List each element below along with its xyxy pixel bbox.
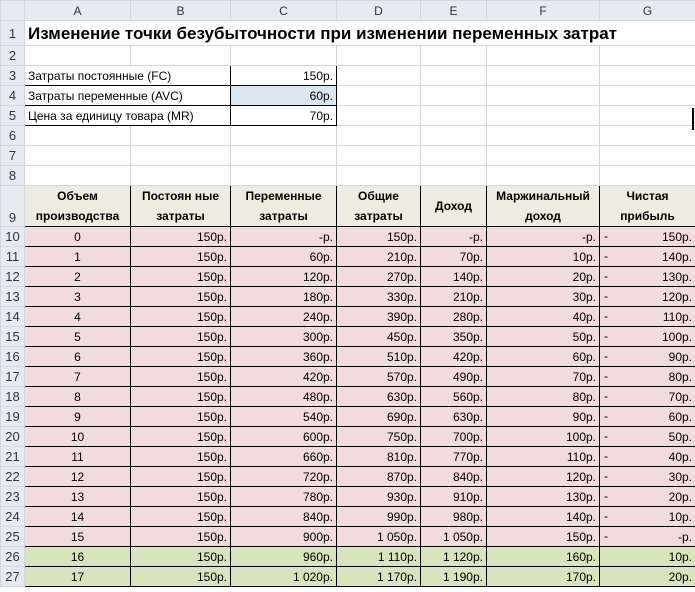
net-profit-cell[interactable] — [600, 267, 695, 287]
cell[interactable] — [487, 166, 600, 186]
cell[interactable] — [421, 86, 487, 106]
fixed-costs-cell[interactable]: 150р. — [131, 227, 231, 247]
unit-price-value[interactable]: 70р. — [231, 106, 337, 126]
header-revenue[interactable]: Доход — [421, 186, 487, 227]
sheet-row-6 — [1, 126, 695, 146]
fixed-costs-cell[interactable]: 150р. — [131, 507, 231, 527]
column-header-f[interactable]: F — [487, 1, 600, 21]
net-profit-cell[interactable] — [600, 307, 695, 327]
row-header[interactable]: 25 — [1, 527, 25, 547]
revenue-cell[interactable]: 770р. — [421, 447, 487, 467]
fixed-costs-cell[interactable]: 150р. — [131, 427, 231, 447]
variable-costs-cell[interactable]: 540р. — [231, 407, 337, 427]
header-fixed-costs[interactable]: Постоян ные затраты — [131, 186, 231, 227]
net-profit-value: 150р. — [661, 229, 692, 244]
variable-costs-cell[interactable]: -р. — [231, 227, 337, 247]
row-header[interactable]: 15 — [1, 327, 25, 347]
fixed-costs-value[interactable]: 150р. — [231, 66, 337, 86]
negative-sign: - — [604, 509, 608, 523]
variable-costs-cell[interactable]: 900р. — [231, 527, 337, 547]
net-profit-value: 30р. — [668, 469, 692, 484]
cell[interactable] — [337, 66, 421, 86]
row-header[interactable]: 24 — [1, 507, 25, 527]
revenue-cell[interactable]: 560р. — [421, 387, 487, 407]
volume-cell[interactable]: 3 — [25, 287, 131, 307]
volume-cell[interactable]: 11 — [25, 447, 131, 467]
net-profit-cell[interactable] — [600, 487, 695, 507]
volume-cell[interactable]: 2 — [25, 267, 131, 287]
cell[interactable] — [337, 86, 421, 106]
net-profit-cell[interactable] — [600, 367, 695, 387]
total-costs-cell[interactable]: 990р. — [337, 507, 421, 527]
total-costs-cell[interactable]: 750р. — [337, 427, 421, 447]
negative-sign: - — [604, 289, 608, 303]
table-row — [1, 347, 695, 367]
column-header-c[interactable]: C — [231, 1, 337, 21]
volume-cell[interactable]: 10 — [25, 427, 131, 447]
cell[interactable] — [25, 46, 131, 66]
marginal-income-cell[interactable]: 130р. — [487, 487, 600, 507]
selection-edge-marker — [692, 108, 694, 130]
table-row — [1, 447, 695, 467]
cell[interactable] — [487, 106, 600, 126]
negative-sign: - — [604, 389, 608, 403]
negative-sign: - — [604, 269, 608, 283]
table-row — [1, 287, 695, 307]
cell[interactable] — [421, 66, 487, 86]
column-header-row — [1, 1, 695, 21]
total-costs-cell[interactable]: 270р. — [337, 267, 421, 287]
fixed-costs-cell[interactable]: 150р. — [131, 527, 231, 547]
cell[interactable] — [487, 126, 600, 146]
fixed-costs-cell[interactable]: 150р. — [131, 307, 231, 327]
total-costs-cell[interactable]: 1 050р. — [337, 527, 421, 547]
net-profit-value: 70р. — [668, 389, 692, 404]
sheet-row-5 — [1, 106, 695, 126]
volume-cell[interactable]: 6 — [25, 347, 131, 367]
table-row — [1, 407, 695, 427]
negative-sign: - — [604, 229, 608, 243]
total-costs-cell[interactable]: 570р. — [337, 367, 421, 387]
cell[interactable] — [487, 66, 600, 86]
net-profit-cell[interactable] — [600, 227, 695, 247]
sheet-row-2 — [1, 46, 695, 66]
table-row — [1, 367, 695, 387]
cell[interactable] — [337, 46, 421, 66]
marginal-income-cell[interactable]: 140р. — [487, 507, 600, 527]
header-volume[interactable]: Объем производства — [25, 186, 131, 227]
column-header-g[interactable]: G — [600, 1, 695, 21]
cell[interactable] — [131, 146, 231, 166]
revenue-cell[interactable]: 350р. — [421, 327, 487, 347]
fixed-costs-cell[interactable]: 150р. — [131, 287, 231, 307]
row-header[interactable]: 9 — [1, 186, 25, 227]
net-profit-cell[interactable] — [600, 507, 695, 527]
total-costs-cell[interactable]: 390р. — [337, 307, 421, 327]
volume-cell[interactable]: 4 — [25, 307, 131, 327]
cell[interactable] — [337, 126, 421, 146]
header-marginal-income[interactable]: Маржинальный доход — [487, 186, 600, 227]
net-profit-value: 80р. — [668, 369, 692, 384]
table-row — [1, 327, 695, 347]
total-costs-cell[interactable]: 150р. — [337, 227, 421, 247]
net-profit-cell[interactable] — [600, 327, 695, 347]
revenue-cell[interactable]: 910р. — [421, 487, 487, 507]
row-header[interactable]: 18 — [1, 387, 25, 407]
volume-cell[interactable]: 16 — [25, 547, 131, 567]
fixed-costs-cell[interactable]: 150р. — [131, 487, 231, 507]
revenue-cell[interactable]: -р. — [421, 227, 487, 247]
variable-costs-cell[interactable]: 300р. — [231, 327, 337, 347]
row-header[interactable]: 23 — [1, 487, 25, 507]
revenue-cell[interactable]: 1 050р. — [421, 527, 487, 547]
fixed-costs-label[interactable]: Затраты постоянные (FC) — [25, 66, 231, 86]
row-header[interactable]: 10 — [1, 227, 25, 247]
net-profit-cell[interactable] — [600, 347, 695, 367]
sheet-row-1 — [1, 21, 695, 46]
cell[interactable] — [131, 46, 231, 66]
net-profit-cell[interactable] — [600, 447, 695, 467]
table-row — [1, 547, 695, 567]
row-header[interactable]: 6 — [1, 126, 25, 146]
fixed-costs-cell[interactable]: 150р. — [131, 407, 231, 427]
table-row — [1, 527, 695, 547]
marginal-income-cell[interactable]: -р. — [487, 227, 600, 247]
table-row — [1, 267, 695, 287]
cell[interactable] — [600, 46, 695, 66]
marginal-income-cell[interactable]: 160р. — [487, 547, 600, 567]
row-header[interactable]: 5 — [1, 106, 25, 126]
row-header[interactable]: 3 — [1, 66, 25, 86]
revenue-cell[interactable]: 1 190р. — [421, 567, 487, 587]
variable-costs-cell[interactable]: 480р. — [231, 387, 337, 407]
row-header[interactable]: 2 — [1, 46, 25, 66]
volume-cell[interactable]: 15 — [25, 527, 131, 547]
fixed-costs-cell[interactable]: 150р. — [131, 467, 231, 487]
table-row — [1, 307, 695, 327]
variable-costs-cell[interactable]: 600р. — [231, 427, 337, 447]
cell[interactable] — [337, 146, 421, 166]
revenue-cell[interactable]: 700р. — [421, 427, 487, 447]
marginal-income-cell[interactable]: 50р. — [487, 327, 600, 347]
marginal-income-cell[interactable]: 80р. — [487, 387, 600, 407]
negative-sign: - — [604, 349, 608, 363]
table-row — [1, 567, 695, 587]
net-profit-cell[interactable] — [600, 547, 695, 567]
negative-sign: - — [604, 409, 608, 423]
cell[interactable] — [25, 166, 131, 186]
marginal-income-cell[interactable]: 120р. — [487, 467, 600, 487]
fixed-costs-cell[interactable]: 150р. — [131, 267, 231, 287]
total-costs-cell[interactable]: 870р. — [337, 467, 421, 487]
variable-costs-cell[interactable]: 1 020р. — [231, 567, 337, 587]
header-variable-costs[interactable]: Переменные затраты — [231, 186, 337, 227]
negative-sign: - — [604, 369, 608, 383]
total-costs-cell[interactable]: 930р. — [337, 487, 421, 507]
sheet-row-4 — [1, 86, 695, 106]
volume-cell[interactable]: 7 — [25, 367, 131, 387]
total-costs-cell[interactable]: 210р. — [337, 247, 421, 267]
revenue-cell[interactable]: 980р. — [421, 507, 487, 527]
fixed-costs-cell[interactable]: 150р. — [131, 247, 231, 267]
marginal-income-cell[interactable]: 170р. — [487, 567, 600, 587]
row-header[interactable]: 14 — [1, 307, 25, 327]
table-row — [1, 227, 695, 247]
sheet-title[interactable]: Изменение точки безубыточности при изменении переменных затрат — [25, 21, 695, 46]
negative-sign: - — [604, 329, 608, 343]
volume-cell[interactable]: 14 — [25, 507, 131, 527]
net-profit-value: 10р. — [668, 509, 692, 524]
select-all-corner[interactable] — [1, 1, 25, 21]
row-header[interactable]: 8 — [1, 166, 25, 186]
volume-cell[interactable]: 13 — [25, 487, 131, 507]
revenue-cell[interactable]: 70р. — [421, 247, 487, 267]
total-costs-cell[interactable]: 330р. — [337, 287, 421, 307]
row-header[interactable]: 16 — [1, 347, 25, 367]
sheet-row-3 — [1, 66, 695, 86]
variable-costs-cell[interactable]: 660р. — [231, 447, 337, 467]
table-row — [1, 247, 695, 267]
volume-cell[interactable]: 8 — [25, 387, 131, 407]
variable-costs-cell[interactable]: 780р. — [231, 487, 337, 507]
table-row — [1, 467, 695, 487]
cell[interactable] — [487, 46, 600, 66]
row-header[interactable]: 7 — [1, 146, 25, 166]
net-profit-value: 20р. — [668, 569, 692, 584]
revenue-cell[interactable]: 210р. — [421, 287, 487, 307]
variable-costs-cell[interactable]: 120р. — [231, 267, 337, 287]
table-row — [1, 487, 695, 507]
total-costs-cell[interactable]: 810р. — [337, 447, 421, 467]
row-header[interactable]: 20 — [1, 427, 25, 447]
cell[interactable] — [131, 126, 231, 146]
cell[interactable] — [487, 86, 600, 106]
total-costs-cell[interactable]: 510р. — [337, 347, 421, 367]
fixed-costs-cell[interactable]: 150р. — [131, 567, 231, 587]
volume-cell[interactable]: 5 — [25, 327, 131, 347]
cell[interactable] — [600, 126, 695, 146]
cell[interactable] — [421, 146, 487, 166]
row-header[interactable]: 22 — [1, 467, 25, 487]
cell[interactable] — [600, 66, 695, 86]
cell[interactable] — [131, 166, 231, 186]
net-profit-value: 40р. — [668, 449, 692, 464]
cell[interactable] — [421, 106, 487, 126]
marginal-income-cell[interactable]: 100р. — [487, 427, 600, 447]
unit-price-label[interactable]: Цена за единицу товара (MR) — [25, 106, 231, 126]
row-header[interactable]: 12 — [1, 267, 25, 287]
sheet-row-8 — [1, 166, 695, 186]
marginal-income-cell[interactable]: 10р. — [487, 247, 600, 267]
net-profit-cell[interactable] — [600, 407, 695, 427]
row-header[interactable]: 17 — [1, 367, 25, 387]
cell[interactable] — [600, 166, 695, 186]
row-header[interactable]: 1 — [1, 21, 25, 46]
negative-sign: - — [604, 309, 608, 323]
fixed-costs-cell[interactable]: 150р. — [131, 387, 231, 407]
total-costs-cell[interactable]: 450р. — [337, 327, 421, 347]
total-costs-cell[interactable]: 1 110р. — [337, 547, 421, 567]
net-profit-cell[interactable] — [600, 247, 695, 267]
revenue-cell[interactable]: 280р. — [421, 307, 487, 327]
cell[interactable] — [231, 46, 337, 66]
row-header[interactable]: 19 — [1, 407, 25, 427]
variable-costs-cell[interactable]: 840р. — [231, 507, 337, 527]
cell[interactable] — [231, 146, 337, 166]
cell[interactable] — [337, 166, 421, 186]
volume-cell[interactable]: 17 — [25, 567, 131, 587]
cell[interactable] — [337, 106, 421, 126]
negative-sign: - — [604, 449, 608, 463]
revenue-cell[interactable]: 490р. — [421, 367, 487, 387]
total-costs-cell[interactable]: 1 170р. — [337, 567, 421, 587]
revenue-cell[interactable]: 1 120р. — [421, 547, 487, 567]
variable-costs-cell[interactable]: 960р. — [231, 547, 337, 567]
column-header-d[interactable]: D — [337, 1, 421, 21]
net-profit-value: 90р. — [668, 349, 692, 364]
volume-cell[interactable]: 12 — [25, 467, 131, 487]
cell[interactable] — [25, 146, 131, 166]
total-costs-cell[interactable]: 630р. — [337, 387, 421, 407]
marginal-income-cell[interactable]: 30р. — [487, 287, 600, 307]
cell[interactable] — [231, 126, 337, 146]
net-profit-value: 50р. — [668, 429, 692, 444]
table-row — [1, 427, 695, 447]
net-profit-cell[interactable] — [600, 467, 695, 487]
net-profit-value: 100р. — [661, 329, 692, 344]
marginal-income-cell[interactable]: 150р. — [487, 527, 600, 547]
marginal-income-cell[interactable]: 90р. — [487, 407, 600, 427]
volume-cell[interactable]: 0 — [25, 227, 131, 247]
fixed-costs-cell[interactable]: 150р. — [131, 347, 231, 367]
volume-cell[interactable]: 1 — [25, 247, 131, 267]
marginal-income-cell[interactable]: 60р. — [487, 347, 600, 367]
table-header-row — [1, 186, 695, 227]
net-profit-value: 130р. — [661, 269, 692, 284]
negative-sign: - — [604, 489, 608, 503]
net-profit-cell[interactable] — [600, 287, 695, 307]
net-profit-value: -р. — [677, 529, 692, 544]
fixed-costs-cell[interactable]: 150р. — [131, 547, 231, 567]
cell[interactable] — [600, 146, 695, 166]
negative-sign: - — [604, 429, 608, 443]
variable-costs-cell[interactable]: 60р. — [231, 247, 337, 267]
cell[interactable] — [600, 86, 695, 106]
variable-costs-label[interactable]: Затраты переменные (AVC) — [25, 86, 231, 106]
revenue-cell[interactable]: 630р. — [421, 407, 487, 427]
header-total-costs[interactable]: Общие затраты — [337, 186, 421, 227]
variable-costs-value[interactable]: 60р. — [231, 86, 337, 106]
cell[interactable] — [421, 46, 487, 66]
net-profit-cell[interactable] — [600, 387, 695, 407]
net-profit-value: 140р. — [661, 249, 692, 264]
marginal-income-cell[interactable]: 40р. — [487, 307, 600, 327]
table-row — [1, 507, 695, 527]
net-profit-value: 120р. — [661, 289, 692, 304]
variable-costs-cell[interactable]: 240р. — [231, 307, 337, 327]
net-profit-value: 20р. — [668, 489, 692, 504]
fixed-costs-cell[interactable]: 150р. — [131, 447, 231, 467]
variable-costs-cell[interactable]: 720р. — [231, 467, 337, 487]
net-profit-value: 10р. — [668, 549, 692, 564]
cell[interactable] — [231, 166, 337, 186]
net-profit-value: 60р. — [668, 409, 692, 424]
row-header[interactable]: 4 — [1, 86, 25, 106]
net-profit-value: 110р. — [662, 309, 692, 324]
net-profit-cell[interactable] — [600, 527, 695, 547]
cell[interactable] — [25, 126, 131, 146]
row-header[interactable]: 13 — [1, 287, 25, 307]
negative-sign: - — [604, 249, 608, 263]
fixed-costs-cell[interactable]: 150р. — [131, 367, 231, 387]
negative-sign: - — [604, 469, 608, 483]
cell[interactable] — [487, 146, 600, 166]
header-net-profit[interactable]: Чистая прибыль — [600, 186, 695, 227]
variable-costs-cell[interactable]: 360р. — [231, 347, 337, 367]
row-header[interactable]: 26 — [1, 547, 25, 567]
cell[interactable] — [600, 106, 695, 126]
net-profit-cell[interactable] — [600, 427, 695, 447]
column-header-e[interactable]: E — [421, 1, 487, 21]
row-header[interactable]: 21 — [1, 447, 25, 467]
marginal-income-cell[interactable]: 110р. — [487, 447, 600, 467]
revenue-cell[interactable]: 420р. — [421, 347, 487, 367]
column-header-b[interactable]: B — [131, 1, 231, 21]
variable-costs-cell[interactable]: 420р. — [231, 367, 337, 387]
marginal-income-cell[interactable]: 70р. — [487, 367, 600, 387]
row-header[interactable]: 27 — [1, 567, 25, 587]
sheet-row-7 — [1, 146, 695, 166]
revenue-cell[interactable]: 140р. — [421, 267, 487, 287]
negative-sign: - — [604, 529, 608, 543]
table-row — [1, 387, 695, 407]
row-header[interactable]: 11 — [1, 247, 25, 267]
column-header-a[interactable]: A — [25, 1, 131, 21]
variable-costs-cell[interactable]: 180р. — [231, 287, 337, 307]
net-profit-cell[interactable] — [600, 567, 695, 587]
cell[interactable] — [421, 126, 487, 146]
volume-cell[interactable]: 9 — [25, 407, 131, 427]
total-costs-cell[interactable]: 690р. — [337, 407, 421, 427]
marginal-income-cell[interactable]: 20р. — [487, 267, 600, 287]
fixed-costs-cell[interactable]: 150р. — [131, 327, 231, 347]
cell[interactable] — [421, 166, 487, 186]
revenue-cell[interactable]: 840р. — [421, 467, 487, 487]
